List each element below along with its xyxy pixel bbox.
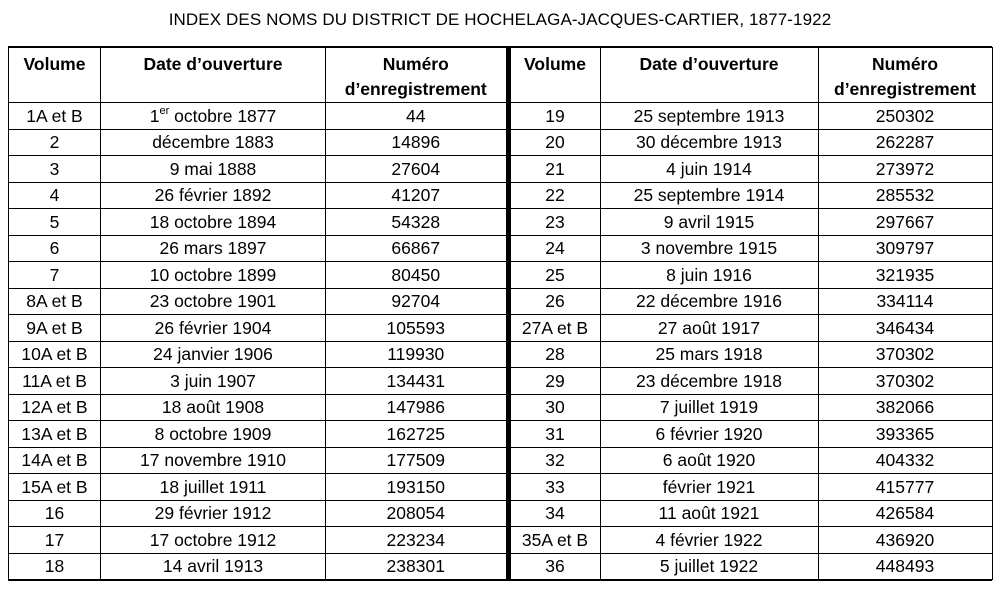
date-ordinal: er — [159, 104, 170, 117]
cell-numero: 321935 — [818, 262, 992, 289]
table-row — [508, 262, 992, 289]
cell-volume: 26 — [508, 288, 600, 315]
table-row — [9, 341, 506, 368]
cell-numero: 393365 — [818, 421, 992, 448]
cell-volume: 12A et B — [9, 394, 101, 421]
cell-numero: 208054 — [326, 500, 506, 527]
cell-date: 17 novembre 1910 — [101, 447, 326, 474]
table-row — [508, 341, 992, 368]
cell-date: 26 février 1892 — [101, 182, 326, 209]
cell-volume: 35A et B — [508, 527, 600, 554]
cell-numero: 448493 — [818, 553, 992, 580]
cell-volume: 32 — [508, 447, 600, 474]
table-row — [508, 527, 992, 554]
table-row — [9, 235, 506, 262]
cell-numero: 334114 — [818, 288, 992, 315]
cell-volume: 15A et B — [9, 474, 101, 501]
cell-volume: 11A et B — [9, 368, 101, 395]
cell-volume: 1A et B — [9, 103, 101, 130]
cell-volume: 17 — [9, 527, 101, 554]
cell-numero: 415777 — [818, 474, 992, 501]
table-row — [9, 500, 506, 527]
cell-date: 7 juillet 1919 — [600, 394, 818, 421]
cell-date: 18 octobre 1894 — [101, 209, 326, 236]
table-row — [508, 156, 992, 183]
date-rest: octobre 1877 — [169, 105, 277, 126]
cell-date: 26 février 1904 — [101, 315, 326, 342]
date-day: 1 — [149, 105, 160, 126]
table-row — [9, 103, 506, 130]
cell-numero: 80450 — [326, 262, 506, 289]
cell-numero: 262287 — [818, 129, 992, 156]
table-row — [508, 129, 992, 156]
cell-volume: 21 — [508, 156, 600, 183]
cell-volume: 6 — [9, 235, 101, 262]
table-row — [9, 209, 506, 236]
cell-numero: 404332 — [818, 447, 992, 474]
table-row — [9, 288, 506, 315]
cell-date: 6 août 1920 — [600, 447, 818, 474]
table-row — [9, 394, 506, 421]
cell-numero: 346434 — [818, 315, 992, 342]
index-table-left — [8, 47, 506, 580]
cell-date: 8 octobre 1909 — [101, 421, 326, 448]
table-row — [9, 315, 506, 342]
cell-numero: 177509 — [326, 447, 506, 474]
cell-numero: 66867 — [326, 235, 506, 262]
cell-volume: 18 — [9, 553, 101, 580]
cell-volume: 4 — [9, 182, 101, 209]
header-numero-line2: d’enregistrement — [834, 79, 976, 99]
table-row — [508, 315, 992, 342]
cell-numero: 309797 — [818, 235, 992, 262]
cell-numero: 273972 — [818, 156, 992, 183]
table-row — [508, 421, 992, 448]
cell-date: 25 septembre 1913 — [600, 103, 818, 130]
cell-numero: 370302 — [818, 368, 992, 395]
cell-date: 9 mai 1888 — [101, 156, 326, 183]
header-numero-line2: d’enregistrement — [344, 79, 487, 99]
cell-date: 23 octobre 1901 — [101, 288, 326, 315]
cell-numero: 27604 — [326, 156, 506, 183]
cell-volume: 10A et B — [9, 341, 101, 368]
cell-date: 22 décembre 1916 — [600, 288, 818, 315]
cell-numero: 54328 — [326, 209, 506, 236]
cell-numero: 147986 — [326, 394, 506, 421]
header-numero — [326, 48, 506, 103]
cell-volume: 14A et B — [9, 447, 101, 474]
cell-date: 18 juillet 1911 — [101, 474, 326, 501]
cell-volume: 33 — [508, 474, 600, 501]
table-row — [508, 368, 992, 395]
cell-date: 10 octobre 1899 — [101, 262, 326, 289]
cell-date: 27 août 1917 — [600, 315, 818, 342]
cell-volume: 20 — [508, 129, 600, 156]
table-row — [508, 235, 992, 262]
cell-date: 4 juin 1914 — [600, 156, 818, 183]
cell-date: décembre 1883 — [101, 129, 326, 156]
table-row — [508, 474, 992, 501]
index-table — [8, 46, 992, 581]
cell-date: 17 octobre 1912 — [101, 527, 326, 554]
index-table-right — [506, 47, 993, 580]
cell-volume: 19 — [508, 103, 600, 130]
cell-date: 29 février 1912 — [101, 500, 326, 527]
cell-volume: 3 — [9, 156, 101, 183]
table-row — [9, 527, 506, 554]
cell-numero: 223234 — [326, 527, 506, 554]
cell-volume: 28 — [508, 341, 600, 368]
left-table-body — [9, 103, 506, 580]
cell-numero: 436920 — [818, 527, 992, 554]
header-date: Date d’ouverture — [101, 48, 326, 103]
cell-numero: 134431 — [326, 368, 506, 395]
cell-numero: 285532 — [818, 182, 992, 209]
table-row — [9, 262, 506, 289]
table-row — [508, 103, 992, 130]
cell-volume: 9A et B — [9, 315, 101, 342]
cell-volume: 8A et B — [9, 288, 101, 315]
cell-numero: 297667 — [818, 209, 992, 236]
cell-date: 25 mars 1918 — [600, 341, 818, 368]
cell-volume: 7 — [9, 262, 101, 289]
cell-date: 3 juin 1907 — [101, 368, 326, 395]
cell-volume: 23 — [508, 209, 600, 236]
table-row — [9, 553, 506, 580]
cell-volume: 22 — [508, 182, 600, 209]
cell-date: 24 janvier 1906 — [101, 341, 326, 368]
cell-numero: 105593 — [326, 315, 506, 342]
header-numero-line1: Numéro — [382, 54, 449, 74]
cell-date: février 1921 — [600, 474, 818, 501]
table-row — [9, 129, 506, 156]
cell-numero: 193150 — [326, 474, 506, 501]
cell-numero: 382066 — [818, 394, 992, 421]
page-title: INDEX DES NOMS DU DISTRICT DE HOCHELAGA-JACQUES-CARTIER, 1877-1922 — [168, 10, 832, 29]
cell-date: 23 décembre 1918 — [600, 368, 818, 395]
cell-numero: 44 — [326, 103, 506, 130]
table-row — [9, 447, 506, 474]
cell-date: 11 août 1921 — [600, 500, 818, 527]
cell-volume: 34 — [508, 500, 600, 527]
cell-volume: 29 — [508, 368, 600, 395]
table-row — [508, 447, 992, 474]
cell-volume: 25 — [508, 262, 600, 289]
cell-numero: 162725 — [326, 421, 506, 448]
cell-date: 3 novembre 1915 — [600, 235, 818, 262]
cell-date: 4 février 1922 — [600, 527, 818, 554]
header-date: Date d’ouverture — [600, 48, 818, 103]
cell-numero: 119930 — [326, 341, 506, 368]
table-header-row — [9, 48, 506, 103]
table-row — [508, 500, 992, 527]
table-row — [9, 156, 506, 183]
cell-numero: 250302 — [818, 103, 992, 130]
table-row — [508, 553, 992, 580]
header-volume: Volume — [508, 48, 600, 103]
cell-date: 5 juillet 1922 — [600, 553, 818, 580]
cell-volume: 24 — [508, 235, 600, 262]
table-row — [9, 368, 506, 395]
cell-date: 9 avril 1915 — [600, 209, 818, 236]
cell-volume: 36 — [508, 553, 600, 580]
table-row — [508, 209, 992, 236]
cell-date: 18 août 1908 — [101, 394, 326, 421]
cell-volume: 13A et B — [9, 421, 101, 448]
cell-numero: 41207 — [326, 182, 506, 209]
header-volume: Volume — [9, 48, 101, 103]
cell-volume: 31 — [508, 421, 600, 448]
cell-numero: 14896 — [326, 129, 506, 156]
cell-volume: 2 — [9, 129, 101, 156]
table-row — [508, 182, 992, 209]
cell-numero: 426584 — [818, 500, 992, 527]
table-row — [9, 474, 506, 501]
cell-volume: 16 — [9, 500, 101, 527]
right-table-body — [508, 103, 992, 580]
header-numero-line1: Numéro — [871, 54, 939, 74]
cell-date: 6 février 1920 — [600, 421, 818, 448]
table-row — [9, 421, 506, 448]
header-numero — [818, 48, 992, 103]
cell-date: 8 juin 1916 — [600, 262, 818, 289]
cell-date: 25 septembre 1914 — [600, 182, 818, 209]
table-row — [9, 182, 506, 209]
cell-date: 26 mars 1897 — [101, 235, 326, 262]
table-header-row — [508, 48, 992, 103]
cell-date: 30 décembre 1913 — [600, 129, 818, 156]
cell-volume: 5 — [9, 209, 101, 236]
cell-date: 14 avril 1913 — [101, 553, 326, 580]
cell-date — [101, 103, 326, 130]
table-row — [508, 288, 992, 315]
cell-numero: 92704 — [326, 288, 506, 315]
cell-volume: 27A et B — [508, 315, 600, 342]
cell-volume: 30 — [508, 394, 600, 421]
cell-numero: 238301 — [326, 553, 506, 580]
cell-numero: 370302 — [818, 341, 992, 368]
table-row — [508, 394, 992, 421]
